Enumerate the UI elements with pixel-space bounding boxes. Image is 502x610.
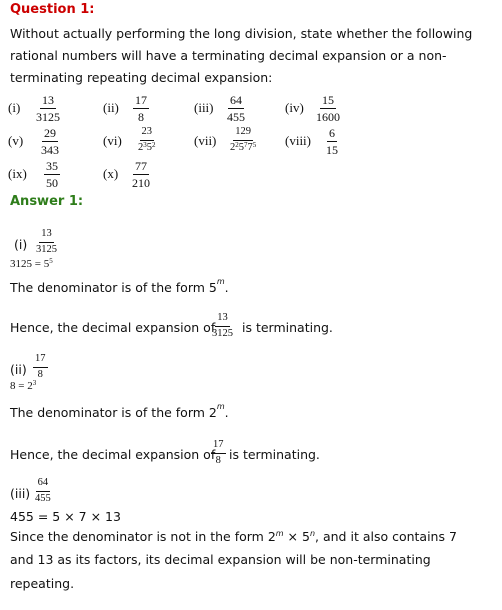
exponent: m — [275, 529, 284, 538]
denominator: 455 — [227, 110, 245, 124]
answer-fraction — [36, 229, 57, 255]
numerator: 17 — [135, 93, 147, 107]
den-exponent: 2 — [235, 140, 239, 149]
answer-fraction — [33, 354, 48, 380]
question-heading: Question 1: — [10, 2, 95, 17]
numerator: 64 — [36, 478, 51, 492]
denominator: 1600 — [316, 110, 340, 124]
factorization-equation — [10, 380, 36, 392]
fraction-part-ii — [133, 94, 149, 123]
denominator: 455 — [35, 492, 51, 504]
part-label: (iv) — [285, 100, 304, 115]
hence-text: Hence, the decimal expansion of — [10, 320, 216, 335]
numerator: 129 — [233, 127, 253, 141]
denominator: 3125 — [36, 243, 57, 255]
fraction-part-x — [132, 160, 150, 189]
numerator: 15 — [322, 93, 334, 107]
den-exponent: 2 — [152, 140, 156, 149]
since-text-line-1 — [10, 526, 457, 548]
exponent: 5 — [49, 257, 53, 265]
den-base: 2 — [230, 141, 236, 153]
exponent: n — [309, 529, 316, 538]
fraction-part-iii — [227, 94, 245, 123]
question-text-line-3: terminating repeating decimal expansion: — [10, 70, 273, 85]
den-base: 5 — [238, 141, 244, 153]
fraction-part-ix — [44, 160, 60, 189]
part-label: (ii) — [103, 100, 119, 115]
den-base: 2 — [138, 141, 144, 153]
denominator: 210 — [132, 176, 150, 190]
numerator: 6 — [329, 126, 335, 140]
den-base: 7 — [247, 141, 253, 153]
question-text-line-2: rational numbers will have a terminating decimal expansion or a non- — [10, 48, 447, 63]
numerator: 35 — [46, 159, 58, 173]
hence-text: Hence, the decimal expansion of — [10, 447, 216, 462]
equation-text: 8 = 2 — [10, 380, 33, 392]
statement-text: , and it also contains 7 — [315, 529, 457, 544]
numerator: 17 — [211, 440, 226, 454]
fraction-part-iv — [316, 94, 340, 123]
denominator: 8 — [215, 454, 221, 466]
den-exponent: 7 — [244, 140, 248, 149]
denominator: 50 — [46, 176, 58, 190]
denominator: 343 — [41, 143, 59, 157]
denominator-form-text: The denominator is of the form 5$^m$. — [10, 277, 229, 295]
answer-heading: Answer 1: — [10, 194, 84, 209]
den-exponent: 5 — [252, 140, 257, 149]
denominator: 8 — [138, 110, 144, 124]
exponent: m — [216, 277, 225, 286]
fraction-part-viii — [326, 127, 338, 156]
statement-text: The denominator is of the form 5 — [10, 280, 217, 295]
part-label: (v) — [8, 133, 24, 148]
exponent: 3 — [32, 379, 37, 387]
numerator: 23 — [140, 127, 155, 141]
part-label: (vii) — [194, 133, 217, 148]
numerator: 17 — [33, 354, 48, 368]
statement-text: Since the denominator is not in the form 2 — [10, 529, 276, 544]
numerator: 77 — [135, 159, 147, 173]
hence-fraction — [211, 440, 226, 466]
denominator — [138, 141, 156, 154]
terminating-text: is terminating. — [242, 320, 333, 335]
answer-part-label: (iii) — [10, 486, 31, 501]
equation-text: 3125 = 5 — [10, 258, 50, 270]
part-label: (viii) — [285, 133, 311, 148]
factorization-equation — [10, 258, 53, 270]
fraction-part-i — [36, 94, 60, 123]
denominator: 15 — [326, 143, 338, 157]
answer-fraction — [35, 478, 51, 504]
hence-fraction — [212, 313, 233, 339]
part-label: (ix) — [8, 166, 27, 181]
den-base: 5 — [146, 141, 152, 153]
since-text-line-2: and 13 as its factors, its decimal expansion will be non-terminating — [10, 552, 431, 567]
factorization-text: 455 = 5 × 7 × 13 — [10, 509, 121, 524]
part-label: (vi) — [103, 133, 122, 148]
exponent: m — [216, 402, 225, 411]
numerator: 29 — [44, 126, 56, 140]
since-text-line-3: repeating. — [10, 576, 75, 591]
denominator: 3125 — [36, 110, 60, 124]
denominator — [230, 141, 256, 154]
answer-part-label: (i) — [14, 237, 28, 252]
statement-text: The denominator is of the form 2 — [10, 405, 217, 420]
part-label: (x) — [103, 166, 119, 181]
denominator: 3125 — [212, 327, 233, 339]
terminating-text: is terminating. — [229, 447, 320, 462]
statement-text: × 5 — [283, 529, 310, 544]
part-label: (iii) — [194, 100, 214, 115]
denominator-form-text: The denominator is of the form 2$^m$. — [10, 402, 229, 420]
fraction-part-vi — [138, 127, 156, 153]
denominator: 8 — [37, 368, 43, 380]
question-text-line-1: Without actually performing the long division, state whether the following — [10, 26, 473, 41]
numerator: 13 — [39, 229, 54, 243]
numerator: 13 — [215, 313, 230, 327]
numerator: 64 — [230, 93, 242, 107]
part-label: (i) — [8, 100, 21, 115]
answer-part-label: (ii) — [10, 362, 27, 377]
fraction-part-vii — [230, 127, 256, 153]
den-exponent: 3 — [143, 140, 147, 149]
fraction-part-v — [41, 127, 59, 156]
numerator: 13 — [42, 93, 54, 107]
